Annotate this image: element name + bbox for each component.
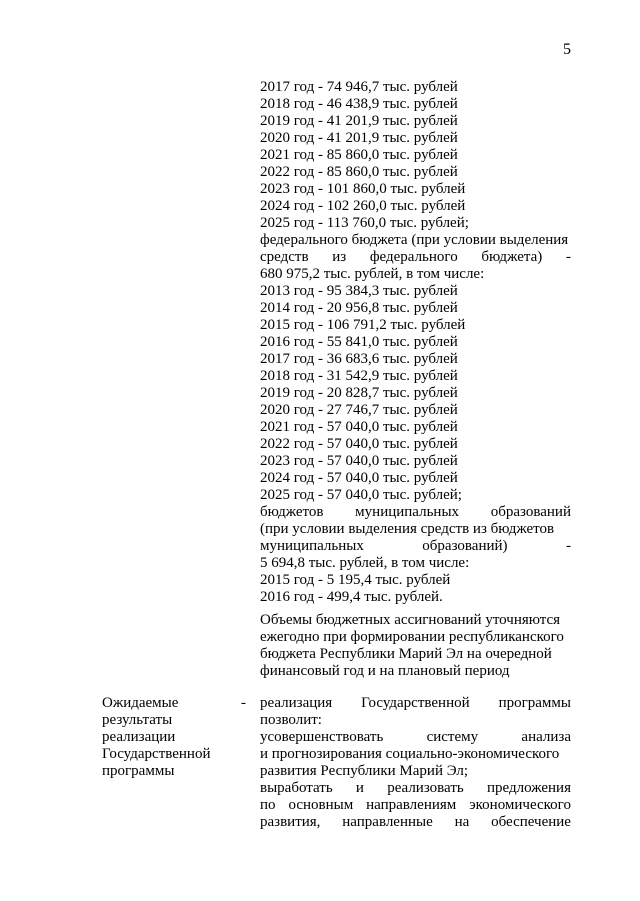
year-line: 2016 год - 499,4 тыс. рублей. — [260, 589, 443, 605]
year-line: 2014 год - 20 956,8 тыс. рублей — [260, 300, 458, 316]
word: обеспечение — [491, 814, 571, 830]
year-line: 2022 год - 85 860,0 тыс. рублей — [260, 164, 458, 180]
year-line: 2015 год - 106 791,2 тыс. рублей — [260, 317, 466, 333]
year-line: 2019 год - 20 828,7 тыс. рублей — [260, 385, 458, 401]
word: анализа — [521, 729, 571, 745]
year-line: 2023 год - 57 040,0 тыс. рублей — [260, 453, 458, 469]
word: систему — [426, 729, 479, 745]
word: экономического — [469, 797, 571, 813]
municipal-line-4: 5 694,8 тыс. рублей, в том числе: — [260, 555, 470, 571]
label-line: результаты — [102, 712, 173, 728]
word: - — [565, 249, 571, 265]
year-line: 2025 год - 113 760,0 тыс. рублей; — [260, 215, 469, 231]
word: Государственной — [361, 695, 470, 711]
year-line: 2023 год - 101 860,0 тыс. рублей — [260, 181, 466, 197]
expected-results-text — [260, 695, 571, 831]
year-line: 2019 год - 41 201,9 тыс. рублей — [260, 113, 458, 129]
word: основным — [288, 797, 354, 813]
word: выработать — [260, 780, 333, 796]
label-line: Ожидаемые — [102, 695, 179, 711]
results-line-4: и прогнозирования социально-экономического — [260, 746, 560, 762]
note-line: бюджета Республики Марий Эл на очередной — [260, 646, 552, 662]
year-line: 2017 год - 74 946,7 тыс. рублей — [260, 79, 458, 95]
word: образований) — [422, 538, 508, 554]
year-line: 2015 год - 5 195,4 тыс. рублей — [260, 572, 451, 588]
word: предложения — [486, 780, 571, 796]
word: реализовать — [387, 780, 464, 796]
word: - — [565, 538, 571, 554]
word: программы — [498, 695, 571, 711]
results-line-5: развития Республики Марий Эл; — [260, 763, 469, 779]
word: образований — [490, 504, 571, 520]
years-block-2 — [260, 283, 571, 504]
year-line: 2016 год - 55 841,0 тыс. рублей — [260, 334, 458, 350]
results-line-8 — [260, 814, 571, 831]
federal-line-3: 680 975,2 тыс. рублей, в том числе: — [260, 266, 485, 282]
label-line: программы — [102, 763, 175, 779]
note-line: Объемы бюджетных ассигнований уточняются — [260, 612, 561, 628]
word: и — [355, 780, 364, 796]
label-dash: - — [241, 695, 246, 711]
volumes-note — [260, 612, 571, 680]
year-line: 2024 год - 57 040,0 тыс. рублей — [260, 470, 458, 486]
year-line: 2018 год - 46 438,9 тыс. рублей — [260, 96, 458, 112]
results-line-6 — [260, 780, 571, 797]
word: федерального — [369, 249, 458, 265]
expected-results-label — [102, 695, 212, 780]
federal-budget-block — [260, 232, 571, 283]
municipal-line-2: (при условии выделения средств из бюджетов — [260, 521, 555, 537]
word: развития, — [260, 814, 321, 830]
word: усовершенствовать — [260, 729, 384, 745]
results-line-7 — [260, 797, 571, 814]
year-line: 2013 год - 95 384,3 тыс. рублей — [260, 283, 458, 299]
label-line: Государственной — [102, 746, 211, 762]
results-line-3 — [260, 729, 571, 746]
municipal-budget-block — [260, 504, 571, 572]
year-line: 2018 год - 31 542,9 тыс. рублей — [260, 368, 458, 384]
year-line: 2024 год - 102 260,0 тыс. рублей — [260, 198, 466, 214]
word: муниципальных — [355, 504, 460, 520]
funding-column — [260, 79, 571, 606]
year-line: 2021 год - 57 040,0 тыс. рублей — [260, 419, 458, 435]
municipal-line-3 — [260, 538, 571, 555]
label-line: реализации — [102, 729, 176, 745]
word: средств — [260, 249, 309, 265]
year-line: 2020 год - 27 746,7 тыс. рублей — [260, 402, 458, 418]
word: из — [332, 249, 347, 265]
word: направлениям — [366, 797, 457, 813]
word: бюджета) — [481, 249, 543, 265]
word: направленные — [342, 814, 433, 830]
years-block-3 — [260, 572, 571, 606]
federal-line-2 — [260, 249, 571, 266]
year-line: 2022 год - 57 040,0 тыс. рублей — [260, 436, 458, 452]
year-line: 2021 год - 85 860,0 тыс. рублей — [260, 147, 458, 163]
note-line: финансовый год и на плановый период — [260, 663, 510, 679]
word: реализация — [260, 695, 333, 711]
year-line: 2020 год - 41 201,9 тыс. рублей — [260, 130, 458, 146]
years-block-1 — [260, 79, 571, 232]
municipal-line-1 — [260, 504, 571, 521]
results-line-2: позволит: — [260, 712, 322, 728]
federal-line-1: федерального бюджета (при условии выделения — [260, 232, 569, 248]
word: муниципальных — [260, 538, 364, 554]
word: по — [260, 797, 276, 813]
page-number: 5 — [563, 41, 571, 58]
word: на — [454, 814, 470, 830]
results-line-1 — [260, 695, 571, 712]
year-line: 2017 год - 36 683,6 тыс. рублей — [260, 351, 458, 367]
word: бюджетов — [260, 504, 324, 520]
year-line: 2025 год - 57 040,0 тыс. рублей; — [260, 487, 462, 503]
note-line: ежегодно при формировании республиканского — [260, 629, 564, 645]
